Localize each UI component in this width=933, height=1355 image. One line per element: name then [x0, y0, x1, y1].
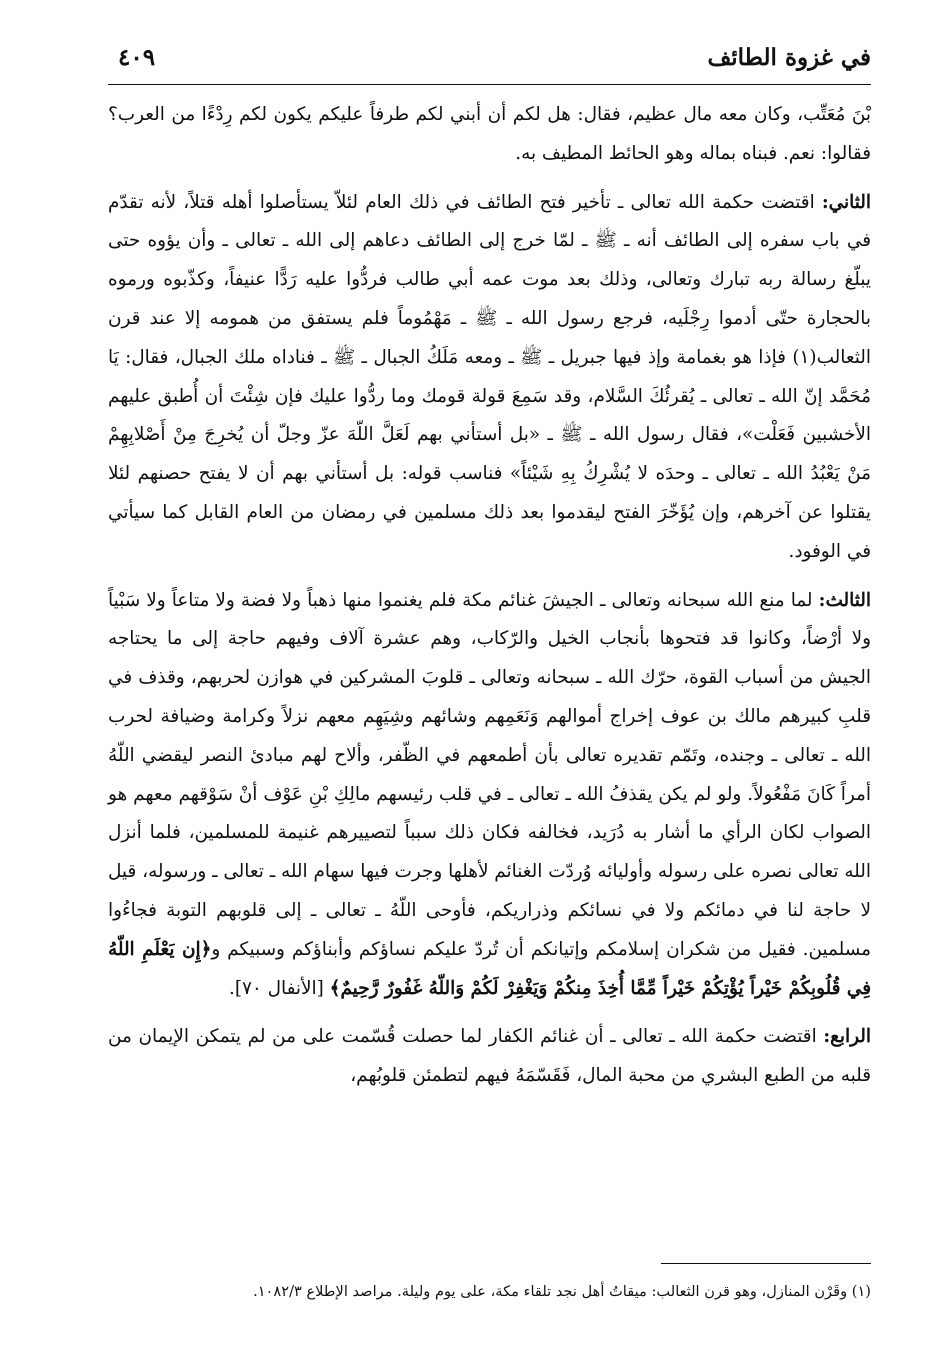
- page-header: [108, 40, 871, 85]
- running-title: في غزوة الطائف: [707, 44, 871, 71]
- paragraph-text: اقتضت حكمة الله ـ تعالى ـ أن غنائم الكفار لما حصلت قُسّمت على من لم يتمكن الإيمان من قلبه من الطبع البشري من محبة المال، فَقَسّمَهُ فيهم لتطمئن قلوبُهم،: [108, 1026, 871, 1087]
- body-text: [108, 96, 871, 1106]
- paragraph-second: [108, 184, 871, 572]
- paragraph-lead: الرابع:: [823, 1026, 871, 1048]
- quran-verse: ﴿إِن يَعْلَمِ اللّهُ فِي قُلُوبِكُمْ خَيْراً يُؤْتِكُمْ خَيْراً مِّمَّا أُخِذَ مِنكُمْ وَيَغْفِرْ لَكُمْ وَاللّهُ غَفُورٌ رَّحِيمٌ﴾: [108, 938, 871, 999]
- paragraph-third: [108, 582, 871, 1009]
- paragraph-lead: الثاني:: [821, 191, 871, 213]
- footnote-divider: [661, 1263, 871, 1264]
- footnote: (١) وقَرْن المنازل، وهو قرن الثعالب: ميقاتُ أهل نجد تلقاء مكة، على يوم وليلة. مراصد الإطلاع ١٠٨٢/٣.: [253, 1283, 871, 1300]
- paragraph-text: لما منع الله سبحانه وتعالى ـ الجيشَ غنائم مكة فلم يغنموا منها ذهباً ولا فضة ولا متاعاً ولا سَبْياً ولا أرْضاً، وكانوا قد فتحوها بأنجاب الخيل والرّكاب، وهم عشرة آلاف وفيهم حاجة إلى ما يحتاجه الجيش من أسباب القوة، حرّك الله ـ سبحانه وتعالى ـ قلوبَ المشركين في هوازن لحربهم، وقذف في قلبِ كبيرهم مالك بن عوف إخراج أموالهم وَنَعَمِهم وشائهم وشِيَهِم معهم نزلاً وكرامة وضيافة لحرب الله ـ تعالى ـ وجنده، وتَمّم تقديره تعالى بأن أطمعهم في الظّفر، وألاح لهم مبادئ النصر ليقضي اللّهُ أمراً كَانَ مَفْعُولاً. ولو لم يكن يقذفُ الله ـ تعالى ـ في قلب رئيسهم مالِكِ بْنِ عَوْف أنْ سَوْقهم معهم هو الصواب لكان الرأي ما أشار به دُرَيد، فخالفه فكان ذلك سبباً لتصييرهم غنيمة للمسلمين، فلما أنزل الله تعالى نصره على رسوله وأوليائه وُردّت الغنائم لأهلها وجرت فيها سهام الله ـ تعالى ـ ورسوله، قيل لا حاجة لنا في دمائكم ولا في نسائكم وذراريكم، فأوحى اللّهُ ـ تعالى ـ إلى قلوبهم التوبة فجاءُوا مسلمين. فقيل من شكران إسلامكم وإتيانكم أن تُردّ عليكم نساؤكم وأبناؤكم وسبيكم و: [108, 589, 871, 960]
- paragraph-lead: الثالث:: [818, 589, 871, 611]
- paragraph-text: بْنَ مُعَتِّب، وكان معه مال عظيم، فقال: هل لكم أن أبني لكم طرفاً عليكم يكون لكم رِدْءًا من العرب؟ فقالوا: نعم. فبناه بماله وهو الحائط المطيف به.: [108, 104, 871, 164]
- paragraph-text: اقتضت حكمة الله تعالى ـ تأخير فتح الطائف في ذلك العام لئلاّ يستأصلوا أهله قتلاً، لأنه تقدّم في باب سفره إلى الطائف أنه ـ ﷺ ـ لمّا خرج إلى الطائف دعاهم إلى الله ـ تعالى ـ وأن يؤوه حتى يبلّغ رسالة ربه تبارك وتعالى، وذلك بعد موت عمه أبي طالب فردُّوا عليه رَدًّا عنيفاً، وكذّبوه ورموه بالحجارة حتّى أدموا رِجْلَيه، فرجع رسول الله ـ ﷺ ـ مَهْمُوماً فلم يستفق من همومه إلا عند قرن الثعالب(١) فإذا هو بغمامة وإذ فيها جبريل ـ ﷺ ـ ومعه مَلَكُ الجبال ـ ﷺ ـ فناداه ملك الجبال، فقال: يَا مُحَمَّد إنّ الله ـ تعالى ـ يُقرئُكَ السَّلام، وقد سَمِعَ قولة قومك وما ردُّوا عليك فإن شِئْتَ أن أُطبق عليهم الأخشبين فَعَلْت»، فقال رسول الله ـ ﷺ ـ «بل أستأني بهم لَعَلَّ اللّهَ عزّ وجلّ أن يُخرِجَ مِنْ أَصْلابِهِمْ مَنْ يَعْبُدُ الله ـ تعالى ـ وحدَه لا يُشْرِكُ بِهِ شَيْئاً» فناسب قوله: بل أستأني بهم أن لا يفتح حصنهم لئلا يقتلوا عن آخرهم، وإن يُؤَخّرَ الفتح ليقدموا بعد ذلك مسلمين في رمضان من العام القابل كما سيأتي في الوفود.: [108, 191, 871, 562]
- page-number: ٤٠٩: [118, 44, 156, 71]
- paragraph-continuation: [108, 96, 871, 174]
- verse-citation: [الأنفال ٧٠].: [229, 977, 330, 999]
- paragraph-fourth: [108, 1018, 871, 1096]
